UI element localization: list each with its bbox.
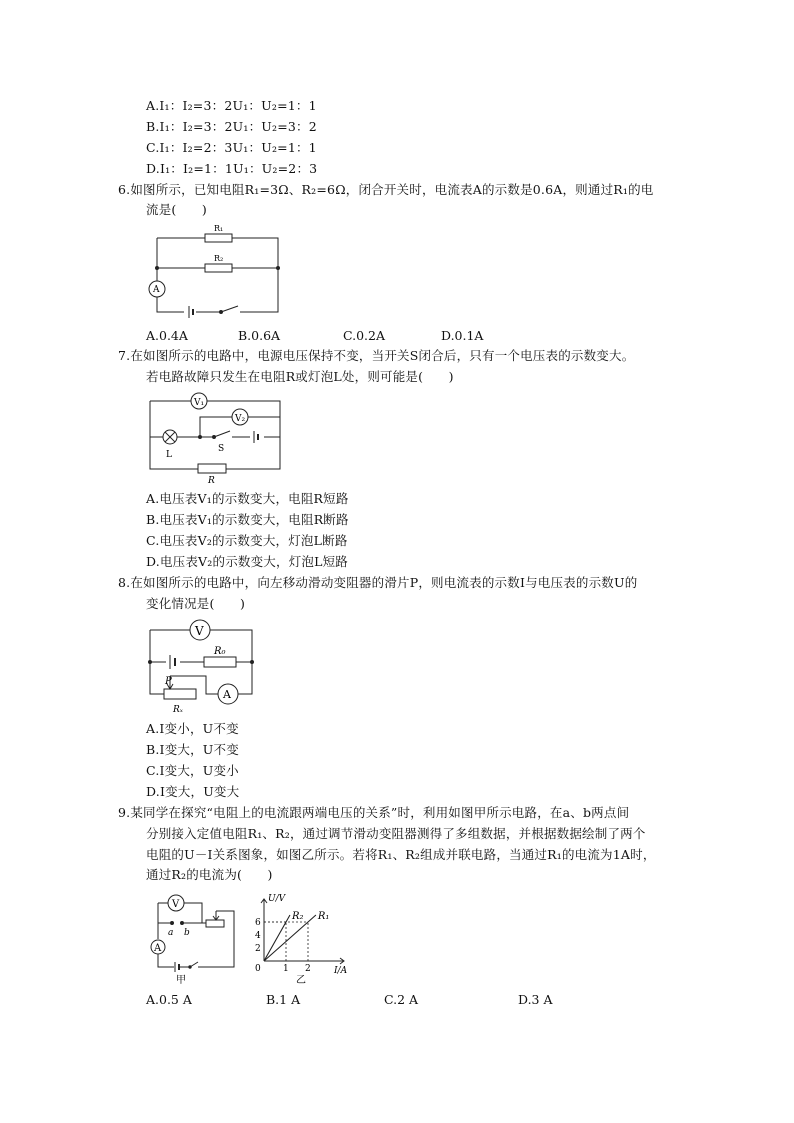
q9-stem-line3: 电阻的U－I关系图象，如图乙所示。若将R₁、R₂组成并联电路，当通过R₁的电流为1A时， — [146, 847, 656, 862]
q9-graph-xlabel: I/A — [334, 966, 348, 976]
q6-stem-line1: 6.如图所示，已知电阻R₁=3Ω、R₂=6Ω，闭合开关时，电流表A的示数是0.6A，则通过R₁的电 — [118, 182, 654, 197]
q6-label-r1: R₁ — [214, 224, 224, 233]
q9-circuit-jia — [146, 893, 244, 986]
q9-stem-line4: 通过R₂的电流为( ) — [146, 867, 273, 882]
q8-slider-label: P — [165, 676, 172, 687]
q8-stem-line2: 变化情况是( ) — [146, 596, 246, 611]
q9-ui-graph — [254, 893, 354, 985]
q6-options — [146, 327, 646, 345]
q7-stem-line1: 7.在如图所示的电路中，电源电压保持不变，当开关S闭合后，只有一个电压表的示数变大。 — [118, 348, 635, 363]
q6-circuit-diagram — [150, 222, 285, 322]
q8-circuit-diagram — [146, 618, 256, 713]
q9-option-d: D.3 A — [518, 992, 553, 1007]
q8-ammeter-label: A — [223, 688, 231, 701]
x-tick-label-0: 0 — [255, 964, 261, 974]
q8-option-a: A.I变小，U不变 — [146, 721, 239, 736]
q6-option-c: C.0.2A — [343, 328, 385, 343]
q7-v2-label: V₂ — [235, 414, 246, 424]
q8-stem-line1: 8.在如图所示的电路中，向左移动滑动变阻器的滑片P，则电流表的示数I与电压表的示数U的 — [118, 575, 638, 590]
q7-circuit-diagram — [148, 391, 284, 486]
y-tick-label-0: 2 — [255, 944, 261, 954]
q9-stem-line1: 9.某同学在探究“电阻上的电流跟两端电压的关系”时，利用如图甲所示电路，在a、b两点间 — [118, 805, 630, 820]
q9-yi-caption: 乙 — [296, 975, 306, 986]
q6-stem-line2: 流是( ) — [146, 202, 207, 217]
q8-rx-label: Rₓ — [173, 705, 183, 715]
q7-lamp-label: L — [166, 450, 172, 460]
q9-stem-line2: 分别接入定值电阻R₁、R₂，通过调节滑动变阻器测得了多组数据，并根据数据绘制了两个 — [146, 826, 646, 841]
q9-option-a: A.0.5 A — [146, 992, 192, 1007]
y-tick-label-2: 6 — [255, 918, 261, 928]
q6-option-d: D.0.1A — [441, 328, 484, 343]
q7-stem-line2: 若电路故障只发生在电阻R或灯泡L处，则可能是( ) — [146, 369, 454, 384]
q9-jia-ammeter-label: A — [154, 943, 162, 954]
q9-jia-point-a: a — [168, 928, 174, 938]
q9-options — [146, 991, 646, 1009]
y-tick-label-1: 4 — [255, 931, 261, 941]
series-label-1: R₁ — [317, 910, 330, 922]
q9-option-c: C.2 A — [384, 992, 419, 1007]
q7-option-a: A.电压表V₁的示数变大，电阻R短路 — [146, 491, 349, 506]
q7-option-d: D.电压表V₂的示数变大，灯泡L短路 — [146, 554, 348, 569]
q9-graph-ylabel: U/V — [268, 894, 286, 904]
q8-option-d: D.I变大，U变大 — [146, 784, 240, 799]
q8-option-c: C.I变大，U变小 — [146, 763, 239, 778]
x-tick-label-2: 2 — [305, 964, 311, 974]
q6-ammeter-label: A — [153, 285, 160, 295]
q7-v1-label: V₁ — [194, 398, 205, 408]
q7-option-b: B.电压表V₁的示数变大，电阻R断路 — [146, 512, 349, 527]
x-tick-label-1: 1 — [283, 964, 289, 974]
q7-resistor-label: R — [208, 476, 215, 486]
q9-jia-point-b: b — [184, 928, 190, 938]
series-label-0: R₂ — [291, 910, 304, 922]
q7-option-c: C.电压表V₂的示数变大，灯泡L断路 — [146, 533, 348, 548]
q5-option-a: A.I₁：I₂=3：2U₁：U₂=1：1 — [146, 98, 317, 113]
q5-option-b: B.I₁：I₂=3：2U₁：U₂=3：2 — [146, 119, 317, 134]
q7-switch-label: S — [218, 444, 225, 454]
q6-label-r2: R₂ — [214, 254, 224, 263]
q9-jia-caption: 甲 — [176, 975, 186, 986]
q8-option-b: B.I变大，U不变 — [146, 742, 239, 757]
q8-r0-label: R₀ — [214, 646, 226, 657]
q9-jia-voltmeter-label: V — [172, 899, 180, 910]
q8-voltmeter-label: V — [195, 624, 204, 638]
q5-option-d: D.I₁：I₂=1：1U₁：U₂=2：3 — [146, 161, 318, 176]
q9-option-b: B.1 A — [266, 992, 301, 1007]
q6-option-b: B.0.6A — [238, 328, 281, 343]
q5-option-c: C.I₁：I₂=2：3U₁：U₂=1：1 — [146, 140, 317, 155]
q6-option-a: A.0.4A — [146, 328, 188, 343]
